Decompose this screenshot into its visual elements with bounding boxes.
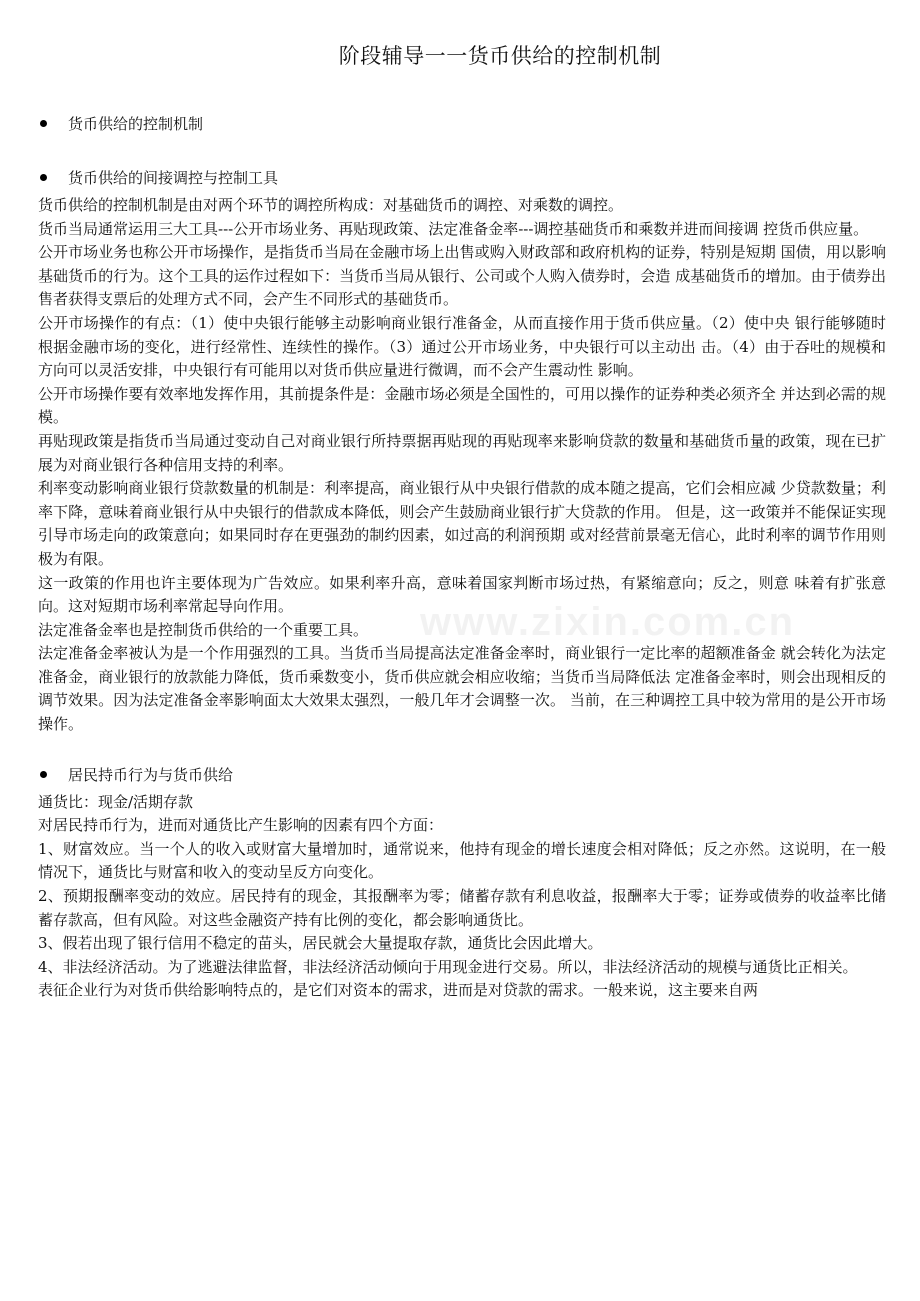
bullet-icon — [40, 174, 47, 181]
section-heading-indirect-control — [38, 166, 886, 190]
paragraph: 3、假若出现了银行信用不稳定的苗头，居民就会大量提取存款，通货比会因此增大。 — [38, 934, 603, 953]
section-heading-household-behavior — [38, 763, 886, 787]
section-heading-text: 居民持币行为与货币供给 — [68, 765, 234, 784]
watermark: www.zixin.com.cn — [420, 600, 796, 644]
paragraph: 公开市场操作要有效率地发挥作用，其前提条件是：金融市场必须是全国性的，可用以操作的证券种类必须齐全 并达到必需的规模。 — [38, 384, 886, 427]
paragraph: 通货比：现金/活期存款 — [38, 792, 194, 811]
paragraph: 这一政策的作用也许主要体现为广告效应。如果利率升高，意味着国家判断市场过热，有紧缩意向；反之，则意 味着有扩张意向。这对短期市场利率常起导向作用。 — [38, 573, 886, 616]
paragraph: 货币当局通常运用三大工具---公开市场业务、再贴现政策、法定准备金率---调控基础货币和乘数并进而间接调 控货币供应量。 — [38, 219, 869, 238]
paragraph: 再贴现政策是指货币当局通过变动自己对商业银行所持票据再贴现的再贴现率来影响贷款的数量和基础货币量的政策，现在已扩展为对商业银行各种信用支持的利率。 — [38, 431, 886, 474]
section-heading-text: 货币供给的间接调控与控制工具 — [68, 169, 279, 187]
section-heading-control-mechanism — [38, 112, 886, 136]
paragraph: 货币供给的控制机制是由对两个环节的调控所构成：对基础货币的调控、对乘数的调控。 — [38, 196, 624, 214]
bullet-icon — [40, 771, 47, 778]
bullet-icon — [40, 120, 47, 127]
page-title: 阶段辅导一一货币供给的控制机制 — [338, 44, 662, 68]
paragraph: 1、财富效应。当一个人的收入或财富大量增加时，通常说来，他持有现金的增长速度会相对降低；反之亦然。这说明，在一般情况下，通货比与财富和收入的变动呈反方向变化。 — [38, 839, 886, 882]
paragraph: 法定准备金率被认为是一个作用强烈的工具。当货币当局提高法定准备金率时，商业银行一定比率的超额准备金 就会转化为法定准备金，商业银行的放款能力降低，货币乘数变小，货币供应就会相应收缩；当货币当局降低法 定准备金率时，则会出现相反的调节效果。因为法定准备金率影响面太大效果太强烈，一般几年才会调整一次。 当前，在三种调控工具中较为常用的是公开市场操作。 — [38, 644, 886, 734]
paragraph: 利率变动影响商业银行贷款数量的机制是：利率提高，商业银行从中央银行借款的成本随之提高，它们会相应减 少贷款数量；利率下降，意味着商业银行从中央银行的借款成本降低，则会产生鼓励商业银行扩大贷款的作用。 但是，这一政策并不能保证实现引导市场走向的政策意向；如果同时存在更强劲的制约因素，如过高的利润预期 或对经营前景毫无信心，此时利率的调节作用则极为有限。 — [38, 479, 886, 568]
paragraph: 公开市场操作的有点：（1）使中央银行能够主动影响商业银行准备金，从而直接作用于货币供应量。（2）使中央 银行能够随时根据金融市场的变化，进行经常性、连续性的操作。（3）通过公开市场业务，中央银行可以主动出 击。（4）由于吞吐的规模和方向可以灵活安排，中央银行有可能用以对货币供应量进行微调，而不会产生震动性 影响。 — [38, 313, 886, 380]
section-heading-text: 货币供给的控制机制 — [68, 115, 204, 133]
paragraph: 法定准备金率也是控制货币供给的一个重要工具。 — [38, 620, 369, 639]
paragraph: 表征企业行为对货币供给影响特点的，是它们对资本的需求，进而是对贷款的需求。一般来说，这主要来自两 — [38, 981, 759, 1000]
document-body — [38, 112, 886, 1003]
paragraph: 2、预期报酬率变动的效应。居民持有的现金，其报酬率为零；储蓄存款有利息收益，报酬率大于零；证券或债券的收益率比储蓄存款高，但有风险。对这些金融资产持有比例的变化，都会影响通货比。 — [38, 887, 886, 929]
paragraph: 4、非法经济活动。为了逃避法律监督，非法经济活动倾向于用现金进行交易。所以，非法经济活动的规模与通货比正相关。 — [38, 957, 858, 976]
paragraph: 对居民持币行为，进而对通货比产生影响的因素有四个方面： — [38, 816, 444, 835]
paragraph: 公开市场业务也称公开市场操作，是指货币当局在金融市场上出售或购入财政部和政府机构的证券，特别是短期 国债，用以影响基础货币的行为。这个工具的运作过程如下：当货币当局从银行、公司或个人购入债券时，会造 成基础货币的增加。由于债券出售者获得支票后的处理方式不同，会产生不同形式的基础货币。 — [38, 243, 886, 309]
